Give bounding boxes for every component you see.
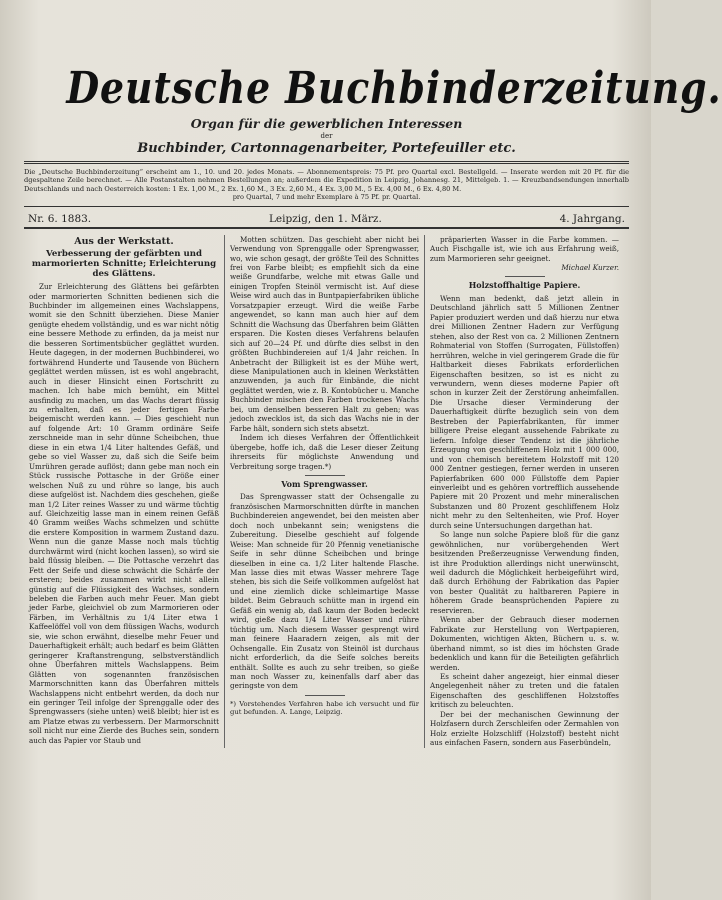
newspaper-subtitle: Organ für die gewerblichen Interessen bbox=[190, 116, 463, 131]
subscription-notice bbox=[24, 168, 629, 202]
dateline bbox=[24, 207, 629, 229]
column-1 bbox=[24, 235, 224, 748]
article-heading-sprengwasser: Vom Sprengwasser. bbox=[281, 478, 368, 489]
columns bbox=[24, 235, 629, 748]
issue-number: Nr. 6. 1883. bbox=[28, 212, 92, 225]
author-signature: Michael Kurzer. bbox=[561, 262, 619, 272]
subtitle-connector: der bbox=[320, 132, 333, 140]
notice-last-line: pro Quartal, 7 und mehr Exemplare à 75 Pf. pr. Quartal. bbox=[232, 193, 421, 202]
article-body-continued: Motten schützen. Das geschieht aber nicht bei Verwendung von Sprenggalle oder Sprengwasser, wo, wie schon gesagt, der größte Teil des Schnittes frei von Farbe bleibt; es empfiehlt sich da eine weiße Grundfarbe, welche mit etwas Galle und einigen Tropfen Steinöl vermischt ist. Auf diese Weise wird auch das in Buntpapierfabriken übliche Vorsatzpapier erzeugt. Wird die weiße Farbe angewendet, so kann man auch hier auf dem Schnitt die Wachsung das Überfahren beim Glätten ersparen. Die Kosten dieses Verfahrens belaufen sich auf 20—24 Pf. und dürfte dies selbst in den größten Buchbindereien auf 1/4 Jahr reichen. In Anbetracht der Billigkeit ist es der Mühe wert, diese Manipulationen auch in kleinen Werkstätten anzuwenden, ja auch für Einbände, die nicht geglättet werden, wie z. B. Kontobücher u. Manche Buchbinder mischen den Farben trockenes Wachs bei, um denselben besseren Halt zu geben; was jedoch zwecklos ist, da sich das Wachs nie in der Farbe hält, sondern sich stets absetzt. bbox=[230, 234, 419, 433]
article-closing-paragraph: Indem ich dieses Verfahren der Öffentlichkeit übergebe, hoffe ich, daß die Leser dieser Zeitung ihrerseits für möglichste Anwendung und Verbreitung sorge tragen.*) bbox=[230, 433, 419, 471]
article-body: Zur Erleichterung des Glättens bei gefärbten oder marmorierten Schnitten bedienen sich die Buchbinder im allgemeinen eines Wachslappens, womit sie den Schnitt überziehen. Diese Manier genügte ehedem vollständig, und es war nicht nötig eine bessere Methode zu erfinden, da ja meist nur die besseren Sortimentsbücher geglättet wurden. Heute dagegen, in der modernen Buchbinderei, wo fortwährend Hunderte und Tausende von Büchern geglättet werden müssen, ist es wohl angebracht, auch in dieser Hinsicht einen Fortschritt zu machen. Ich habe mich bemüht, ein Mittel ausfindig zu machen, um das Wachs derart flüssig zu erhalten, daß es jeder fertigen Farbe beigemischt werden kann. — Dies geschieht nun auf folgende Art: 10 Gramm ordinäre Seife zerschneide man in sehr dünne Scheibchen, thue diese in ein etwa 1/4 Liter haltendes Gefäß, und gebe so viel Wasser zu, daß sich die Seife beim Umrühren gerade auflöst; dann gebe man noch ein Stück russische Pottasche in der Größe einer welschen Nuß zu und rühre so lange, bis auch diese aufgelöst ist. Nachdem dies geschehen, gieße man 1/2 Liter reines Wasser zu und wärme tüchtig auf. Gleichzeitig lasse man in einem reinen Gefäß 40 Gramm weißes Wachs schmelzen und schütte die erstere Komposition in warmem Zustand dazu. Wenn nun die ganze Masse noch mals tüchtig durchwärmt wird (nicht kochen lassen), so wird sie bald flüssig bleiben. — Die Pottasche verzehrt das Fett der Seife und diese schwächt die Schärfe der ersteren; beides zusammen wirkt nicht allein günstig auf die Flüssigkeit des Wachses, sondern beleben die Farben auch mehr Feuer. Man giebt jeder Farbe, gleichviel ob zum Marmorieren oder Färben, im Verhältnis zu 1/4 Liter etwa 1 Kaffeelöffel voll von dem flüssigen Wachs, wodurch sie, wie schon erwähnt, dieselbe mehr Feuer und Dauerhaftigkeit erhält; auch bedarf es beim Glätten geringerer Kraftanstrengung, selbstverständlich ohne Überfahren mittels Wachslappens. Beim Glätten von sogenannten französischen Marmorschnitten kann das Überfahren mittels Wachslappens nicht entbehrt werden, da doch nur ein geringer Teil infolge der Sprenggalle oder des Sprengwassers (siehe unten) weiß bleibt; hier ist es am Platze etwas zu verbessern. Der Marmorschnitt soll nicht nur eine Zierde des Buches sein, sondern auch das Papier vor Staub und bbox=[29, 282, 219, 745]
column-3 bbox=[424, 235, 624, 748]
article-paragraph: Wenn man bedenkt, daß jetzt allein in Deutschland jährlich satt 5 Millionen Zentner Papier produziert werden und daß hierzu nur etwa drei Millionen Zentner Hadern zur Verfügung stehen, also der Rest von ca. 2 Millionen Zentnern Rohmaterial von Stoffen (Surrogaten, Füllstoffen) herrühren, welche in viel geringerem Grade die für Haltbarkeit dieses Fabrikats erforderlichen Eigenschaften besitzen, so ist es nicht zu verwundern, wenn dieses moderne Papier oft schon in kurzer Zeit der Zerstörung anheimfallen. Die Ursache dieser Verminderung der Dauerhaftigkeit dürfte bezuglich sein von dem Bestreben der Papierfabrikanten, für immer billigere Preise elegant aussehende Fabrikate zu liefern. Infolge dieser Tendenz ist die jährliche Erzeugung von geschliffenem Holz mit 1 000 000, und von chemisch bereitetem Holzstoff mit 120 000 Zentner gestiegen, ferner werden in unseren Papierfabriken 600 000 Füllstoffe dem Papier einverleibt und es gehören vortrefflich aussehende Papiere mit 20 Prozent und mehr mineralischen Substanzen und 80 Prozent geschliffenem Holz nicht mehr zu den Seltenheiten, wie Prof. Hoyer durch seine Untersuchungen dargethan hat. bbox=[430, 293, 619, 530]
section-heading-werkstatt: Aus der Werkstatt. bbox=[74, 235, 174, 247]
notice-text: Die „Deutsche Buchbinderzeitung“ erscheint am 1., 10. und 20. jedes Monats. — Abonnementspreis: 75 Pf. pro Quartal excl. Bestellgeld. — Inserate werden mit 20 Pf. für die dgespaltene Zeile berechnet. — Alle Postanstalten nehmen Bestellungen an; außerdem die Expedition in Leipzig, Johannesg. 21, Mittelgeb. 1. — Kreuzbandsendungen innerhalb Deutschlands und nach Oesterreich kosten: 1 Ex. 1,00 M., 2 Ex. 1,60 M., 3 Ex. 2,60 M., 4 Ex. 3,00 M., 5 Ex. 4,00 M., 6 Ex. 4,80 M. bbox=[24, 168, 629, 193]
article-paragraph: So lange nun solche Papiere bloß für die ganz gewöhnlichen, nur vorübergehenden Wert besitzenden Preßerzeugnisse Verwendung finden, ist ihre Produktion allerdings nicht unerwünscht, weil dadurch die Möglichkeit herbeigeführt wird, daß durch Erhöhung der Fabrikation das Papier von bester Qualität zu haltbareren Papiere in höherem Grade beansprüchenden Papiere zu reservieren. bbox=[430, 530, 619, 615]
place-date: Leipzig, den 1. März. bbox=[268, 212, 382, 225]
footnote-text: *) Vorstehendes Verfahren habe ich versucht und für gut befunden. A. Lange, Leipzig. bbox=[230, 699, 419, 717]
masthead bbox=[24, 62, 722, 157]
column-2 bbox=[224, 235, 424, 748]
volume-year: 4. Jahrgang. bbox=[559, 212, 625, 225]
article-heading-holzstoff: Holzstoffhaltige Papiere. bbox=[468, 280, 581, 291]
masthead-rule bbox=[24, 161, 629, 164]
article-body-sprengwasser: Das Sprengwasser statt der Ochsengalle zu französischen Marmorschnitten dürfte in manchen Buchbindereien angewendet, bei den meisten aber doch noch unbekannt sein; wenigstens die Zubereitung. Dieselbe geschieht auf folgende Weise: Man schneide für 20 Pfennig venetianische Seife in sehr dünne Scheibchen und bringe dieselben in eine ca. 1/2 Liter haltende Flasche. Man lasse dies mit etwas Wasser mehrere Tage stehen, bis sich die Seife vollkommen aufgelöst hat und eine ziemlich dicke schleimartige Masse bildet. Beim Gebrauch schütte man in irgend ein Gefäß ein wenig ab, daß kaum der Boden bedeckt wird, gieße dazu 1/4 Liter Wasser und rühre tüchtig um. Nach diesem Wasser gesprengt wird man feinere Haaradern zeigen, als mit der Ochsengalle. Ein Zusatz von Steinöl ist durchaus nicht erforderlich, da die Seife solches bereits enthält. Sollte es auch zu sehr treiben, so gieße man noch Wasser zu, keinenfalls darf aber das geringste von dem bbox=[230, 492, 419, 691]
divider bbox=[305, 475, 345, 476]
divider bbox=[505, 276, 545, 277]
article-heading-schnitte: Verbesserung der gefärbten und marmorierten Schnitte; Erleichterung des Glättens. bbox=[31, 249, 217, 280]
article-paragraph: Wenn aber der Gebrauch dieser modernen Fabrikate zur Herstellung von Wertpapieren, Dokumenten, wichtigen Akten, Büchern u. s. w. überhand nimmt, so ist dies im höchsten Grade bedenklich und kann für die Beteiligten gefährlich werden. bbox=[430, 615, 619, 672]
article-body-continued: präparierten Wasser in die Farbe kommen. — Auch Fischgalle ist, wie ich aus Erfahrung weiß, zum Marmorieren sehr geeignet. bbox=[430, 234, 619, 263]
newspaper-title: Deutsche Buchbinderzeitung. bbox=[66, 63, 722, 114]
footnote bbox=[230, 700, 419, 717]
article-paragraph: Der bei der mechanischen Gewinnung der Holzfasern durch Zerschleifen oder Zermahlen von Holz erzielte Holzschliff (Holzstoff) besteht nicht aus einfachen Fasern, sondern aus Faserbündeln, bbox=[430, 709, 619, 748]
article-paragraph: Es scheint daher angezeigt, hier einmal dieser Angelegenheit näher zu treten und die fatalen Eigenschaften des geschliffenen Holzstoffes kritisch zu beleuchten. bbox=[430, 672, 619, 710]
trades-line: Buchbinder, Cartonnagenarbeiter, Portefeuiller etc. bbox=[137, 141, 516, 156]
footnote-divider bbox=[305, 695, 345, 696]
